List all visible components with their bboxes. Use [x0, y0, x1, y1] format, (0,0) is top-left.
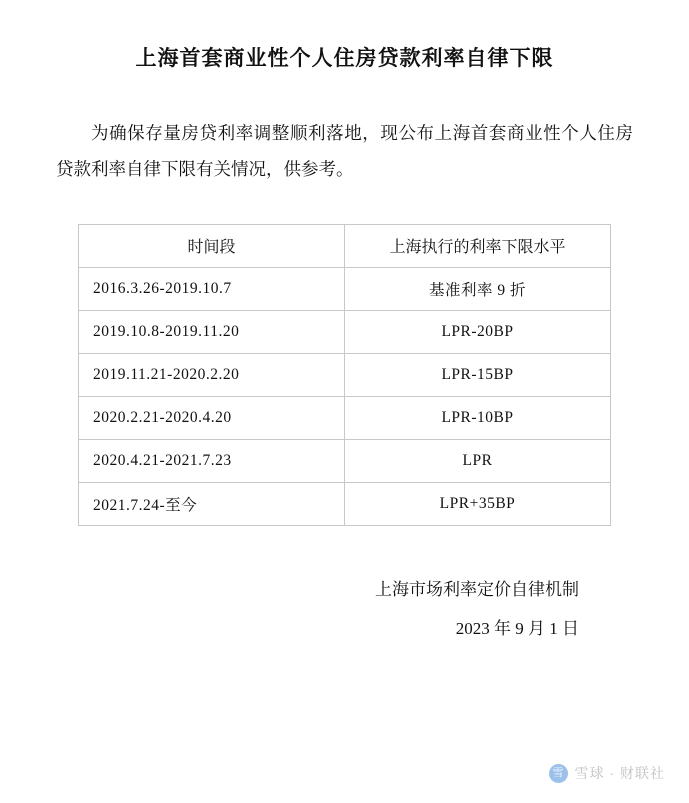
page-title: 上海首套商业性个人住房贷款利率自律下限 [135, 46, 554, 70]
table-row [79, 439, 611, 482]
rate-table-container [78, 224, 611, 526]
cell-period: 2020.2.21-2020.4.20 [79, 396, 345, 439]
cell-level: 基准利率 9 折 [345, 267, 611, 310]
cell-level: LPR-10BP [345, 396, 611, 439]
document-page [0, 42, 689, 803]
cell-level: LPR+35BP [345, 482, 611, 525]
table-header-row [79, 224, 611, 267]
cell-level: LPR-20BP [345, 310, 611, 353]
column-header-period: 时间段 [79, 224, 345, 267]
cell-level: LPR [345, 439, 611, 482]
cell-period: 2019.10.8-2019.11.20 [79, 310, 345, 353]
signature-block [0, 570, 579, 648]
table-body [79, 267, 611, 525]
table-row [79, 267, 611, 310]
watermark-text: 雪球 · 财联社 [574, 765, 665, 781]
column-header-level: 上海执行的利率下限水平 [345, 224, 611, 267]
cell-level: LPR-15BP [345, 353, 611, 396]
cell-period: 2020.4.21-2021.7.23 [79, 439, 345, 482]
rate-table [78, 224, 611, 526]
snowball-logo-icon: 雪 [549, 764, 568, 783]
signature-date: 2023 年 9 月 1 日 [455, 618, 579, 638]
table-row [79, 482, 611, 525]
cell-period: 2016.3.26-2019.10.7 [79, 267, 345, 310]
table-row [79, 353, 611, 396]
table-row [79, 396, 611, 439]
signature-organization: 上海市场利率定价自律机制 [375, 579, 579, 599]
table-row [79, 310, 611, 353]
cell-period: 2021.7.24-至今 [79, 482, 345, 525]
watermark [549, 763, 665, 783]
cell-period: 2019.11.21-2020.2.20 [79, 353, 345, 396]
table-head [79, 224, 611, 267]
body-paragraph: 为确保存量房贷利率调整顺利落地，现公布上海首套商业性个人住房贷款利率自律下限有关情况，供参考。 [56, 123, 633, 179]
